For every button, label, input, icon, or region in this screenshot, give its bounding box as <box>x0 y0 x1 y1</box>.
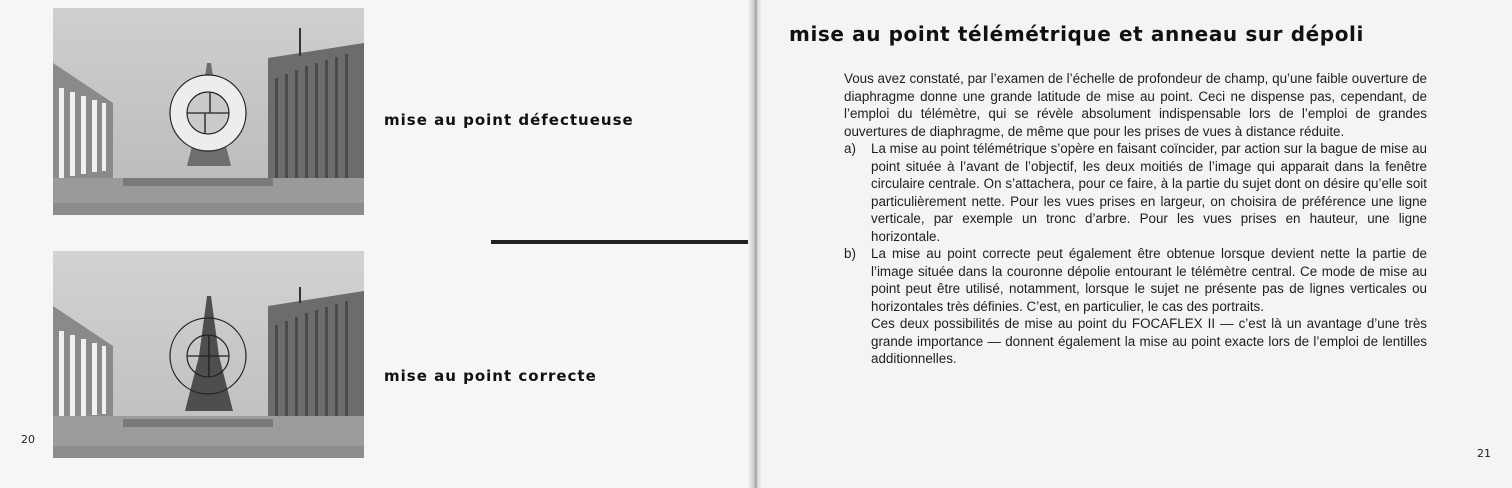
list-item-a <box>844 140 1427 245</box>
section-heading: mise au point télémétrique et anneau sur dépoli <box>789 22 1364 46</box>
list-marker-b: b) <box>844 246 856 261</box>
body-text <box>844 70 1427 368</box>
list-text-a: La mise au point télémétrique s’opère en faisant coïncider, par action sur la bague de mise au point située à l’avant de l’objectif, les deux moitiés de l’image qui apparait dans la fenêtre circulaire centrale. On s’attachera, pour ce faire, à la partie du sujet dont on désire qu’elle soit particulièrement nette. Pour les vues prises en largeur, on choisira de préférence une ligne verticale, par exemple un tronc d’arbre. Pour les vues prises en hauteur, une ligne horizontale. <box>871 141 1427 244</box>
book-gutter <box>748 0 762 488</box>
divider-rule <box>491 240 753 244</box>
caption-defocused: mise au point défectueuse <box>384 111 634 129</box>
list-text-b: La mise au point correcte peut également être obtenue lorsque devient nette la partie de l’image située dans la couronne dépolie entourant le télémètre central. Ce mode de mise au point peut être utilisé, notamment, lorsque le sujet ne présente pas de lignes verticales ou horizontales très définies. C’est, en particulier, le cas des portraits. <box>871 246 1427 314</box>
photo-defocused <box>53 8 364 215</box>
page-number-right: 21 <box>1477 447 1491 460</box>
list-marker-a: a) <box>844 141 856 156</box>
page-number-left: 20 <box>21 433 35 446</box>
caption-focused: mise au point correcte <box>384 367 597 385</box>
photo-focused <box>53 251 364 458</box>
closing-paragraph: Ces deux possibilités de mise au point du FOCAFLEX II — c’est là un avantage d’une très grande importance — donnent également la mise au point exacte lors de l’emploi de lentilles additionnelles. <box>871 316 1427 366</box>
list-item-b <box>844 245 1427 315</box>
intro-paragraph: Vous avez constaté, par l’examen de l’échelle de profondeur de champ, qu’une faible ouverture de diaphragme donne une grande latitude de mise au point. Ceci ne dispense pas, cependant, de l’emploi du télémètre, qui se révèle absolument indispensable lors de l’emploi de grandes ouvertures de diaphragme, de même que pour les prises de vues à distance réduite. <box>844 71 1427 139</box>
